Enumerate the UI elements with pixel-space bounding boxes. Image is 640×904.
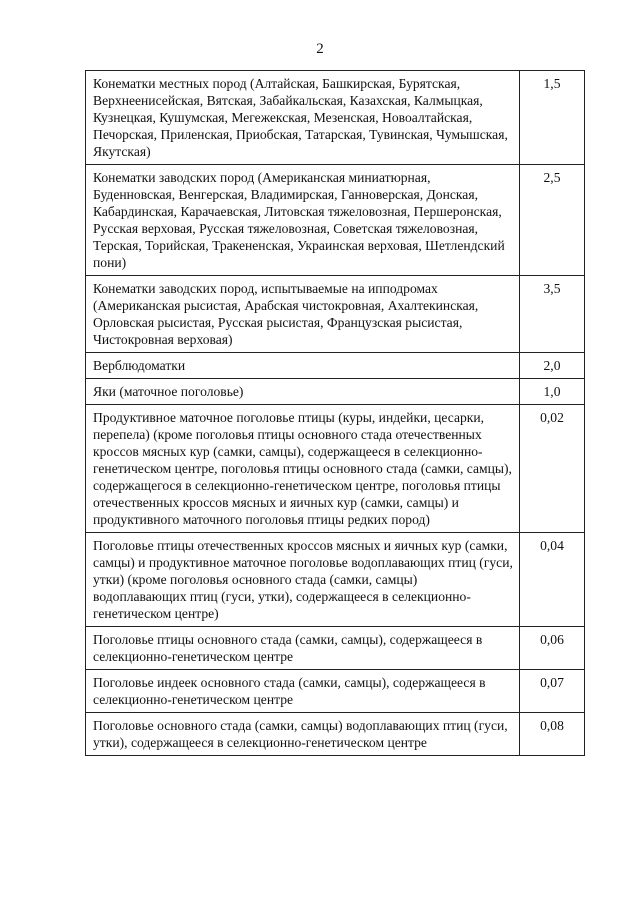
table-row	[86, 405, 585, 533]
row-description: Поголовье основного стада (самки, самцы) водоплавающих птиц (гуси, утки), содержащееся в селекционно-генетическом центре	[86, 713, 520, 756]
table-row	[86, 379, 585, 405]
table-row	[86, 713, 585, 756]
row-value: 2,5	[520, 165, 585, 276]
table-row	[86, 533, 585, 627]
table-row	[86, 165, 585, 276]
row-value: 0,07	[520, 670, 585, 713]
row-description: Поголовье индеек основного стада (самки, самцы), содержащееся в селекционно-генетическом центре	[86, 670, 520, 713]
row-description: Верблюдоматки	[86, 353, 520, 379]
row-value: 0,04	[520, 533, 585, 627]
table-row	[86, 353, 585, 379]
row-description: Яки (маточное поголовье)	[86, 379, 520, 405]
row-value: 1,5	[520, 71, 585, 165]
row-value: 0,06	[520, 627, 585, 670]
row-description: Конематки местных пород (Алтайская, Башкирская, Бурятская, Верхнеенисейская, Вятская, Забайкальская, Казахская, Калмыцкая, Кузнецкая, Кушумская, Мегежекская, Мезенская, Новоалтайская, Печорская, Приленская, Приобская, Татарская, Тувинская, Чумышская, Якутская)	[86, 71, 520, 165]
coefficient-table	[85, 70, 585, 756]
row-value: 1,0	[520, 379, 585, 405]
table-row	[86, 276, 585, 353]
table-row	[86, 670, 585, 713]
page-number: 2	[316, 41, 324, 57]
table-row	[86, 71, 585, 165]
row-value: 2,0	[520, 353, 585, 379]
table-row	[86, 627, 585, 670]
row-value: 0,08	[520, 713, 585, 756]
row-value: 0,02	[520, 405, 585, 533]
row-description: Конематки заводских пород (Американская миниатюрная, Буденновская, Венгерская, Владимирская, Ганноверская, Донская, Кабардинская, Карачаевская, Литовская тяжеловозная, Першеронская, Русская верховая, Русская тяжеловозная, Советская тяжеловозная, Терская, Торийская, Тракененская, Украинская верховая, Шетлендский пони)	[86, 165, 520, 276]
row-description: Поголовье птицы основного стада (самки, самцы), содержащееся в селекционно-генетическом центре	[86, 627, 520, 670]
row-description: Поголовье птицы отечественных кроссов мясных и яичных кур (самки, самцы) и продуктивное маточное поголовье водоплавающих птиц (гуси, утки) (кроме поголовья основного стада (самки, самцы) водоплавающих птиц (гуси, утки), содержащееся в селекционно-генетическом центре)	[86, 533, 520, 627]
row-value: 3,5	[520, 276, 585, 353]
row-description: Продуктивное маточное поголовье птицы (куры, индейки, цесарки, перепела) (кроме поголовья птицы основного стада отечественных кроссов мясных кур (самки, самцы), содержащееся в селекционно-генетическом центре, поголовья птицы основного стада (самки, самцы), содержащегося в селекционно-генетическом центре, поголовья птицы отечественных кроссов мясных и яичных кур (самки, самцы) и продуктивного маточного поголовья птицы редких пород)	[86, 405, 520, 533]
row-description: Конематки заводских пород, испытываемые на ипподромах (Американская рысистая, Арабская чистокровная, Ахалтекинская, Орловская рысистая, Русская рысистая, Французская рысистая, Чистокровная верховая)	[86, 276, 520, 353]
